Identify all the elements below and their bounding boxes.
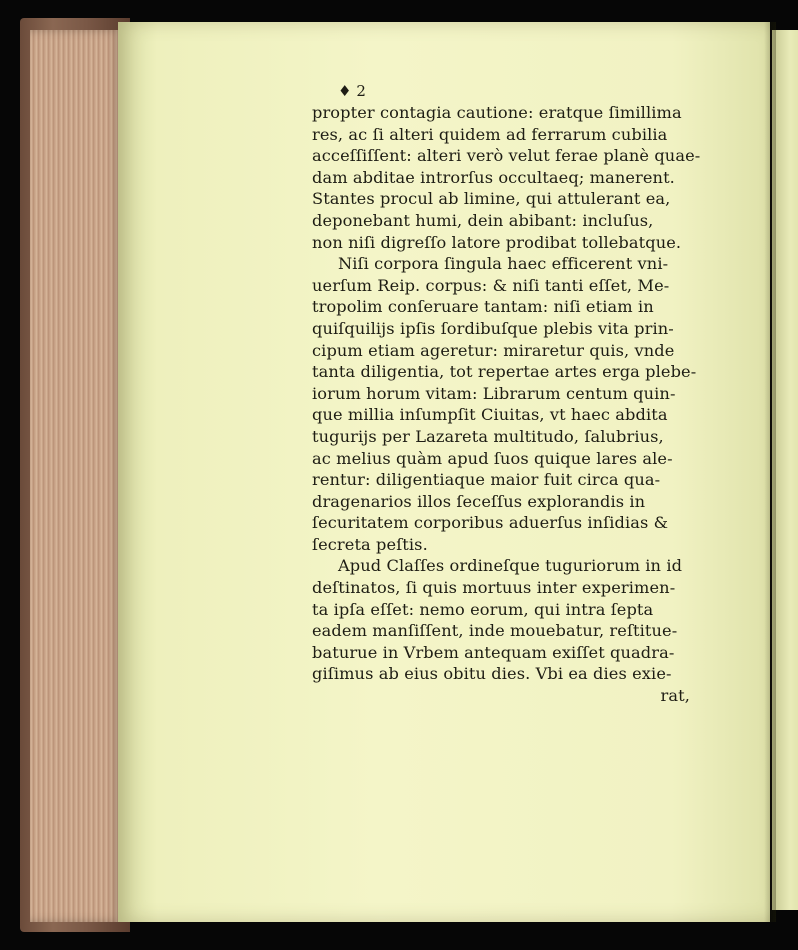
text-line: deſtinatos, ſi quis mortuus inter experimen- [312,578,676,598]
text-line: cipum etiam ageretur: miraretur quis, vnde [312,340,675,360]
page-block-edges [30,30,122,922]
text-line: rentur: diligentiaque maior fuit circa qua- [312,470,661,490]
paragraph-2 [312,253,712,555]
text-line: non niſi digreſſo latore prodibat tollebatque. [312,232,682,252]
text-line: uerſum Reip. corpus: & niſi tanti eſſet, Me- [312,275,670,295]
text-line: Stantes procul ab limine, qui attulerant ea, [312,189,671,209]
paragraph-3 [312,555,712,685]
text-line: tanta diligentia, tot repertae artes erga plebe- [312,362,697,382]
page-text [312,82,712,707]
text-line: ac melius quàm apud ſuos quique lares ale- [312,448,673,468]
catchword: rat, [660,686,690,706]
text-line: Apud Claſſes ordineſque tuguriorum in id [338,556,683,576]
text-line: baturue in Vrbem antequam exiſſet quadra- [312,642,675,662]
text-line: ſecuritatem corporibus aduerſus inſidias & [312,513,669,533]
text-line: ſecreta peſtis. [312,534,428,554]
text-line: deponebant humi, dein abibant: incluſus, [312,210,654,230]
text-line: quiſquilijs ipſis ſordibuſque plebis vita prin- [312,318,674,338]
text-line: propter contagia cautione: eratque ſimillima [312,103,682,122]
signature-mark: ♦ 2 [338,82,367,100]
text-line: ta ipſa eſſet: nemo eorum, qui intra ſepta [312,599,654,619]
text-line: giſimus ab eius obitu dies. Vbi ea dies exie- [312,664,672,684]
text-line: dragenarios illos ſeceſſus explorandis in [312,491,646,511]
paragraph-1 [312,102,712,253]
text-line: acceſſiſſent: alteri verò velut ferae planè quae- [312,146,701,166]
text-line: tropolim conſeruare tantam: niſi etiam in [312,297,654,317]
text-line: que millia inſumpſit Ciuitas, vt haec abdita [312,405,668,425]
text-line: tugurijs per Lazareta multitudo, ſalubrius, [312,426,664,446]
gutter-shadow [764,22,776,922]
text-line: res, ac ſi alteri quidem ad ferrarum cubilia [312,124,668,144]
text-line: Niſi corpora ſingula haec efficerent vni- [338,254,669,274]
text-line: iorum horum vitam: Librarum centum quin- [312,383,676,403]
text-line: eadem manſiſſent, inde mouebatur, reſtitue- [312,621,678,641]
text-line: dam abditae introrſus occultaeq; manerent. [312,167,675,187]
